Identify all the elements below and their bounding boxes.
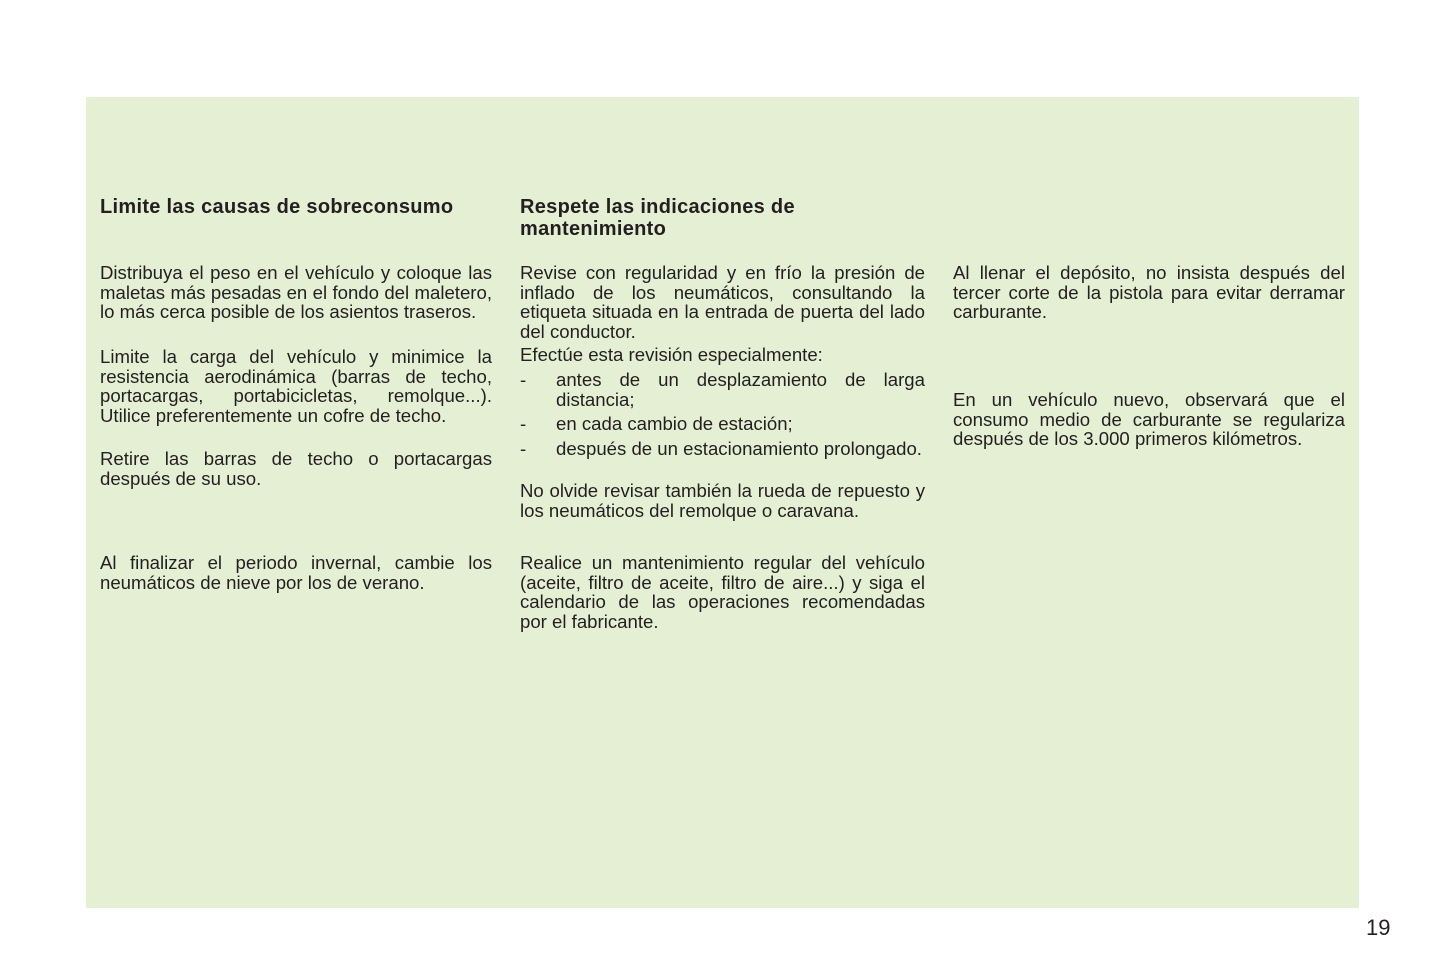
list-item-text: después de un estacionamiento prolongado. [556, 437, 922, 459]
content-panel [86, 97, 1359, 908]
paragraph-load-limit: Limite la carga del vehículo y minimice la resistencia aerodinámica (barras de techo, portacargas, portabicicletas, remolque...). Utilice preferentemente un cofre de techo. [100, 346, 492, 426]
list-item [520, 370, 925, 409]
paragraph-refuelling: Al llenar el depósito, no insista después del tercer corte de la pistola para evitar derramar carburante. [953, 262, 1345, 323]
list-item-text: en cada cambio de estación; [556, 413, 793, 435]
paragraph-new-vehicle: En un vehículo nuevo, observará que el consumo medio de carburante se regulariza después de los 3.000 primeros kilómetros. [953, 389, 1345, 450]
paragraph-tyre-pressure: Revise con regularidad y en frío la presión de inflado de los neumáticos, consultando la etiqueta situada en la entrada de puerta del lado del conductor. [520, 262, 925, 342]
paragraph-remove-roof-bars: Retire las barras de techo o portacargas después de su uso. [100, 448, 492, 489]
paragraph-check-when: Efectúe esta revisión especialmente: [520, 344, 823, 365]
section-heading-maintenance: Respete las indicaciones de mantenimiento [520, 196, 795, 240]
list-item-text: antes de un desplazamiento de larga distancia; [556, 369, 925, 410]
paragraph-regular-maintenance: Realice un mantenimiento regular del vehículo (aceite, filtro de aceite, filtro de aire...) y siga el calendario de las operaciones recomendadas por el fabricante. [520, 552, 925, 632]
section-heading-overconsumption: Limite las causas de sobreconsumo [100, 196, 454, 218]
paragraph-weight-distribution: Distribuya el peso en el vehículo y coloque las maletas más pesadas en el fondo del maletero, lo más cerca posible de los asientos traseros. [100, 262, 492, 323]
paragraph-spare-wheel: No olvide revisar también la rueda de repuesto y los neumáticos del remolque o caravana. [520, 480, 925, 521]
check-occasions-list [520, 370, 925, 463]
list-item [520, 439, 925, 459]
dash-bullet: - [520, 413, 527, 435]
dash-bullet: - [520, 369, 527, 390]
dash-bullet: - [520, 437, 527, 459]
list-item [520, 414, 925, 434]
page-number: 19 [1366, 915, 1391, 940]
paragraph-winter-tyres: Al finalizar el periodo invernal, cambie los neumáticos de nieve por los de verano. [100, 552, 492, 593]
